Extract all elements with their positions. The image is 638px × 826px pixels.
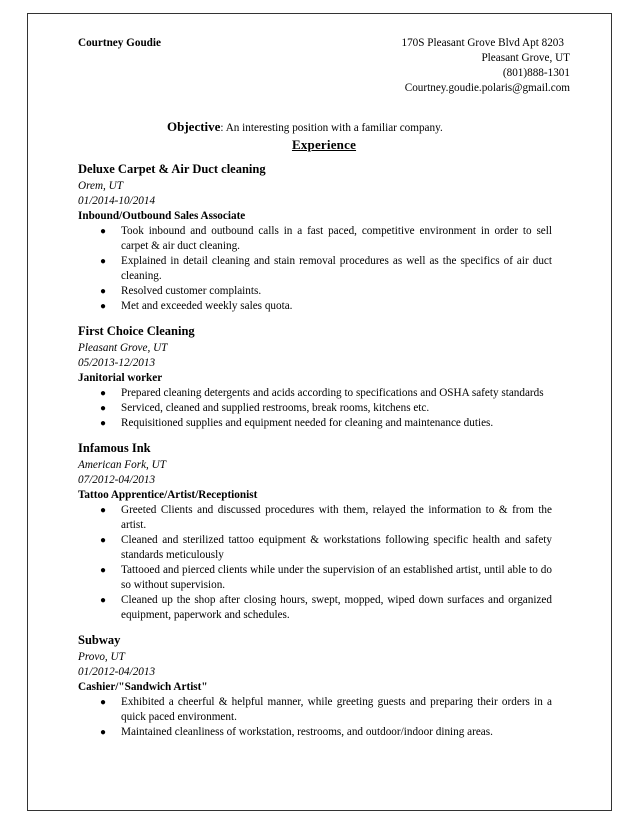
bullet-icon: ● — [100, 727, 107, 738]
duty-item — [78, 386, 570, 401]
job-title: Tattoo Apprentice/Artist/Receptionist — [78, 489, 258, 501]
job-location: American Fork, UT — [78, 459, 166, 471]
bullet-icon: ● — [100, 286, 107, 297]
duty-text: Exhibited a cheerful & helpful manner, while greeting guests and preparing their orders in a quick paced environment. — [121, 696, 552, 723]
job-entry — [78, 324, 570, 431]
job-location: Provo, UT — [78, 651, 125, 663]
job-dates: 07/2012-04/2013 — [78, 474, 156, 486]
street-address: 170S Pleasant Grove Blvd Apt 8203 — [401, 37, 564, 49]
bullet-icon: ● — [100, 388, 107, 399]
resume-document — [78, 36, 570, 750]
duty-item — [78, 503, 570, 533]
company-name: Subway — [78, 633, 121, 647]
bullet-icon: ● — [100, 535, 107, 546]
bullet-icon: ● — [100, 565, 107, 576]
job-entry — [78, 441, 570, 623]
duty-item — [78, 416, 570, 431]
job-dates: 01/2012-04/2013 — [78, 666, 156, 678]
bullet-icon: ● — [100, 226, 107, 237]
duty-item — [78, 593, 570, 623]
job-title: Inbound/Outbound Sales Associate — [78, 210, 246, 222]
job-location: Pleasant Grove, UT — [78, 342, 168, 354]
duty-text: Maintained cleanliness of workstation, restrooms, and outdoor/indoor dining areas. — [121, 726, 493, 738]
bullet-icon: ● — [100, 301, 107, 312]
job-title: Janitorial worker — [78, 372, 163, 384]
email-address[interactable]: Courtney.goudie.polaris@gmail.com — [404, 82, 570, 94]
duties-list — [78, 224, 570, 314]
duty-text: Prepared cleaning detergents and acids according to specifications and OSHA safety standards — [121, 387, 544, 399]
company-name: Deluxe Carpet & Air Duct cleaning — [78, 162, 266, 176]
phone-number: (801)888-1301 — [502, 67, 570, 79]
duties-list — [78, 695, 570, 740]
bullet-icon: ● — [100, 256, 107, 267]
duty-text: Met and exceeded weekly sales quota. — [121, 300, 293, 312]
duty-text: Cleaned and sterilized tattoo equipment & workstations following specific health and safety standards meticulously — [121, 534, 552, 561]
job-entry — [78, 633, 570, 740]
duty-item — [78, 224, 570, 254]
duties-list — [78, 386, 570, 431]
duty-text: Resolved customer complaints. — [121, 285, 262, 297]
bullet-icon: ● — [100, 418, 107, 429]
bullet-icon: ● — [100, 595, 107, 606]
duty-text: Took inbound and outbound calls in a fast paced, competitive environment in order to sell carpet & air duct cleaning. — [121, 225, 552, 252]
objective-text: : An interesting position with a familiar company. — [220, 122, 443, 134]
duty-item — [78, 533, 570, 563]
job-title: Cashier/"Sandwich Artist" — [78, 681, 208, 693]
bullet-icon: ● — [100, 403, 107, 414]
duty-text: Tattooed and pierced clients while under the supervision of an established artist, until able to do so without supervision. — [121, 564, 552, 591]
job-dates: 05/2013-12/2013 — [78, 357, 156, 369]
city-state: Pleasant Grove, UT — [481, 52, 570, 64]
objective-line — [78, 119, 570, 136]
duty-text: Explained in detail cleaning and stain removal procedures as well as the specifics of air duct cleaning. — [121, 255, 552, 282]
duty-item — [78, 284, 570, 299]
company-name: Infamous Ink — [78, 441, 151, 455]
experience-list — [78, 162, 570, 740]
duty-item — [78, 695, 570, 725]
duty-text: Requisitioned supplies and equipment needed for cleaning and maintenance duties. — [121, 417, 494, 429]
contact-block — [401, 36, 570, 96]
duty-item — [78, 401, 570, 416]
duty-text: Serviced, cleaned and supplied restrooms, break rooms, kitchens etc. — [121, 402, 430, 414]
job-dates: 01/2014-10/2014 — [78, 195, 156, 207]
duty-item — [78, 299, 570, 314]
duty-text: Greeted Clients and discussed procedures with them, relayed the information to & from the artist. — [121, 504, 552, 531]
applicant-name: Courtney Goudie — [78, 37, 161, 49]
duty-item — [78, 563, 570, 593]
duty-item — [78, 254, 570, 284]
bullet-icon: ● — [100, 697, 107, 708]
duty-text: Cleaned up the shop after closing hours, swept, mopped, wiped down surfaces and organized equipment, paperwork and schedules. — [121, 594, 552, 621]
resume-header — [78, 36, 570, 96]
company-name: First Choice Cleaning — [78, 324, 195, 338]
bullet-icon: ● — [100, 505, 107, 516]
duty-item — [78, 725, 570, 740]
objective-label: Objective — [167, 119, 221, 134]
duties-list — [78, 503, 570, 623]
job-entry — [78, 162, 570, 314]
job-location: Orem, UT — [78, 180, 123, 192]
experience-heading: Experience — [291, 137, 357, 152]
